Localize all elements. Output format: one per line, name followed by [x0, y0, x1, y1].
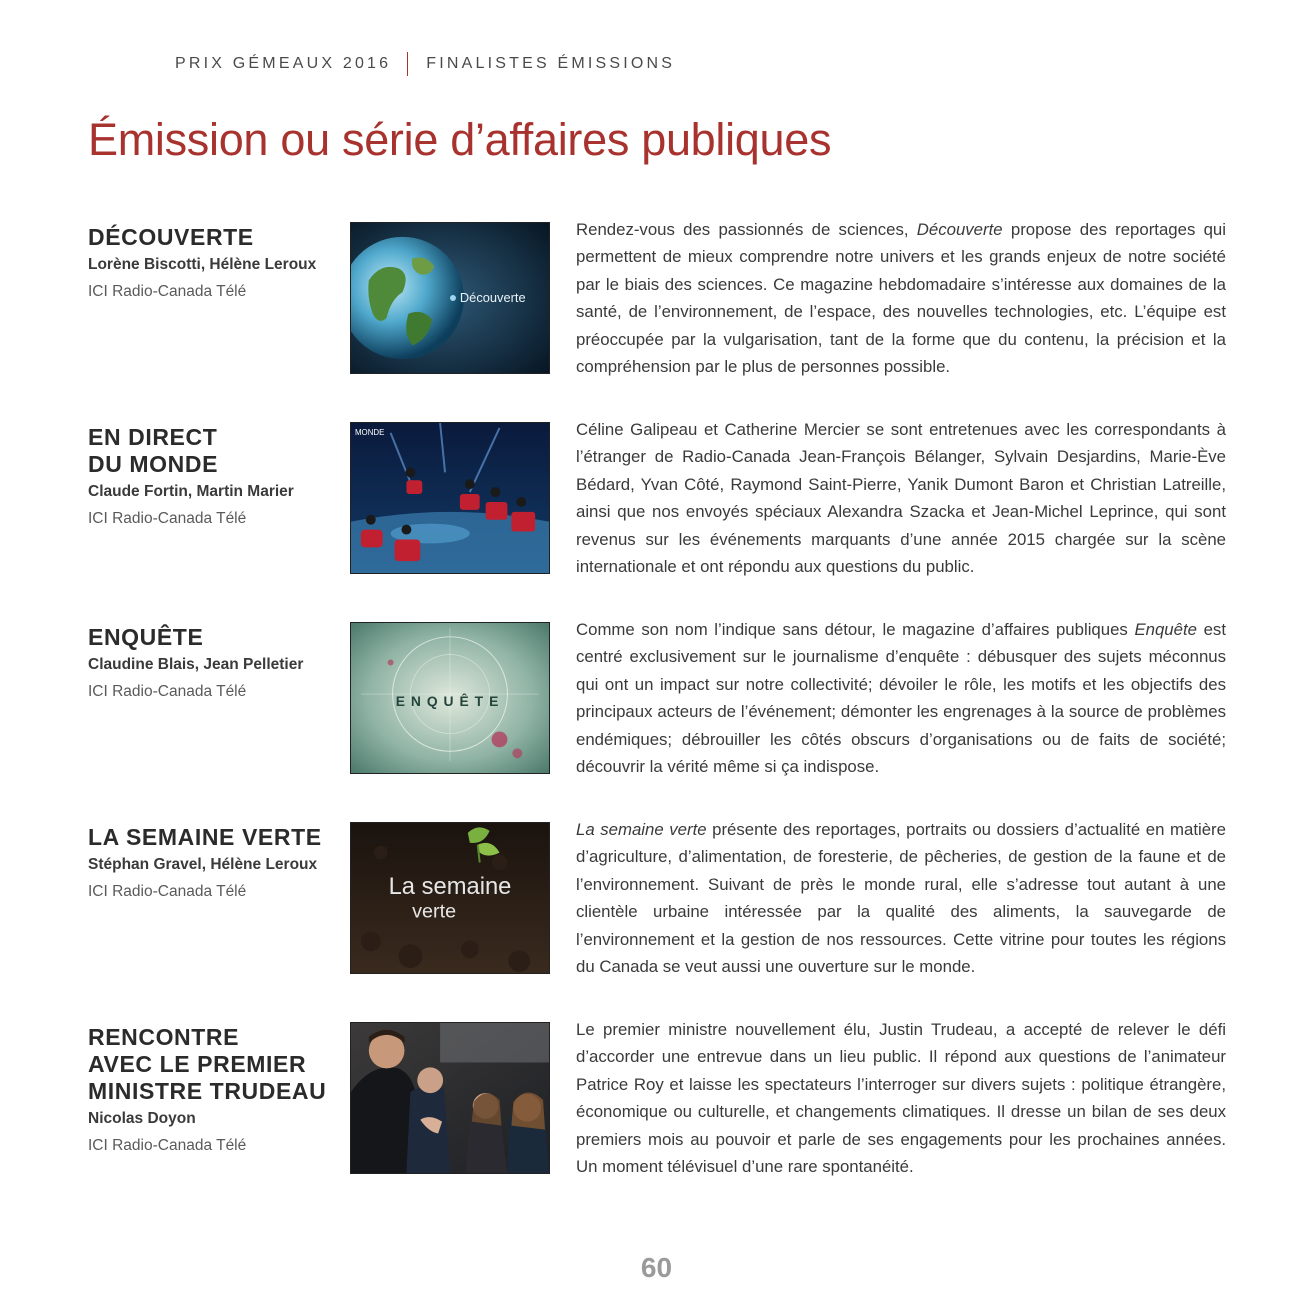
show-description: Comme son nom l’indique sans détour, le magazine d’affaires publiques Enquête est centré exclusivement sur le journalisme d’enquête : débusquer des sujets méconnus qui ont un impact sur notre collectivité; dévoiler le rôle, les motifs et les objectifs des principaux acteurs de l’événement; démonter les engrenages à la source de problèmes endémiques; débrouiller les côtés obscurs d’organisations ou de faits de société; découvrir la vérité même si ça indispose.: [576, 620, 1226, 777]
show-credits: Stéphan Gravel, Hélène Leroux: [88, 856, 318, 873]
thumbnail-rencontre-trudeau: [350, 1022, 550, 1174]
entry-enquete: [0, 620, 1313, 789]
thumbnail-enquete: [350, 622, 550, 774]
show-title: LA SEMAINE VERTE: [88, 824, 322, 850]
entry-meta: [88, 224, 343, 303]
show-network: ICI Radio-Canada Télé: [88, 1137, 247, 1154]
show-network: ICI Radio-Canada Télé: [88, 883, 247, 900]
header-event: PRIX GÉMEAUX 2016: [175, 55, 392, 72]
show-title: DÉCOUVERTE: [88, 224, 254, 250]
show-credits: Nicolas Doyon: [88, 1110, 196, 1127]
page-number: 60: [640, 1252, 673, 1283]
entry-decouverte: [0, 220, 1313, 389]
thumbnail-decouverte: [350, 222, 550, 374]
entry-rencontre-trudeau: [0, 1020, 1313, 1189]
running-header: [175, 52, 675, 76]
show-description: La semaine verte présente des reportages, portraits ou dossiers d’actualité en matière d’agriculture, d’alimentation, de foresterie, de pêcheries, de gestion de la faune et de l’environnement. Suivant de près le monde rural, elle s’adresse tout autant à une clientèle urbaine intéressée par la qualité des aliments, la sauvegarde de l’environnement et la gestion de nos ressources. Cette vitrine pour toutes les régions du Canada se veut aussi une ouverture sur le monde.: [576, 820, 1226, 977]
entry-meta: [88, 624, 343, 703]
show-description: Céline Galipeau et Catherine Mercier se sont entretenues avec les correspondants à l’étranger de Radio-Canada Jean-François Bélanger, Sylvain Desjardins, Marie-Ève Bédard, Yvan Côté, Raymond Saint-Pierre, Yanik Dumont Baron et Christian Latreille, ainsi que nos envoyés spéciaux Alexandra Szacka et Jean-Michel Leprince, qui sont revenus sur les événements marquants d’une année 2015 chargée sur la scène internationale et ont répondu aux questions du public.: [576, 420, 1226, 577]
thumbnail-caption: ENQUÊTE: [395, 692, 505, 709]
entry-meta: [88, 424, 343, 530]
thumbnail-en-direct-du-monde: [350, 422, 550, 574]
entry-meta: [88, 1024, 343, 1157]
show-network: ICI Radio-Canada Télé: [88, 510, 247, 527]
show-description: Rendez-vous des passionnés de sciences, Découverte propose des reportages qui permettent de mieux comprendre notre univers et les grands enjeux de notre société par le biais des sciences. Ce magazine hebdomadaire s’intéresse aux domaines de la santé, de l’environnement, de l’espace, des nouvelles technologies, etc. L’équipe est préoccupée par la vulgarisation, tant de la forme que du contenu, la précision et la compréhension par le plus de personnes possible.: [576, 220, 1226, 377]
header-section: FINALISTES ÉMISSIONS: [426, 55, 676, 72]
show-credits: Claude Fortin, Martin Marier: [88, 483, 294, 500]
show-title: EN DIRECT DU MONDE: [88, 424, 219, 477]
thumbnail-caption: MONDE: [354, 427, 385, 437]
show-title: ENQUÊTE: [88, 624, 204, 650]
show-credits: Lorène Biscotti, Hélène Leroux: [88, 256, 317, 273]
section-title: Émission ou série d’affaires publiques: [88, 114, 832, 165]
thumbnail-caption-2: verte: [412, 900, 457, 923]
thumbnail-caption: La semaine: [388, 874, 512, 901]
entry-meta: [88, 824, 343, 903]
show-description: Le premier ministre nouvellement élu, Justin Trudeau, a accepté de relever le défi d’accorder une entrevue dans un lieu public. Il répond aux questions de l’animateur Patrice Roy et laisse les spectateurs l’interroger sur divers sujets : politique étrangère, économique ou culturelle, et changements climatiques. Il dresse un bilan de ses deux premiers mois au pouvoir et parle de ses engagements pour les prochaines années. Un moment télévisuel d’une rare spontanéité.: [576, 1020, 1226, 1177]
entry-la-semaine-verte: [0, 820, 1313, 989]
header-divider: [407, 52, 408, 76]
thumbnail-caption: Découverte: [459, 289, 526, 305]
show-credits: Claudine Blais, Jean Pelletier: [88, 656, 304, 673]
show-network: ICI Radio-Canada Télé: [88, 283, 247, 300]
show-title: RENCONTRE AVEC LE PREMIER MINISTRE TRUDEAU: [88, 1024, 327, 1104]
show-network: ICI Radio-Canada Télé: [88, 683, 247, 700]
entry-en-direct-du-monde: [0, 420, 1313, 589]
thumbnail-la-semaine-verte: [350, 822, 550, 974]
